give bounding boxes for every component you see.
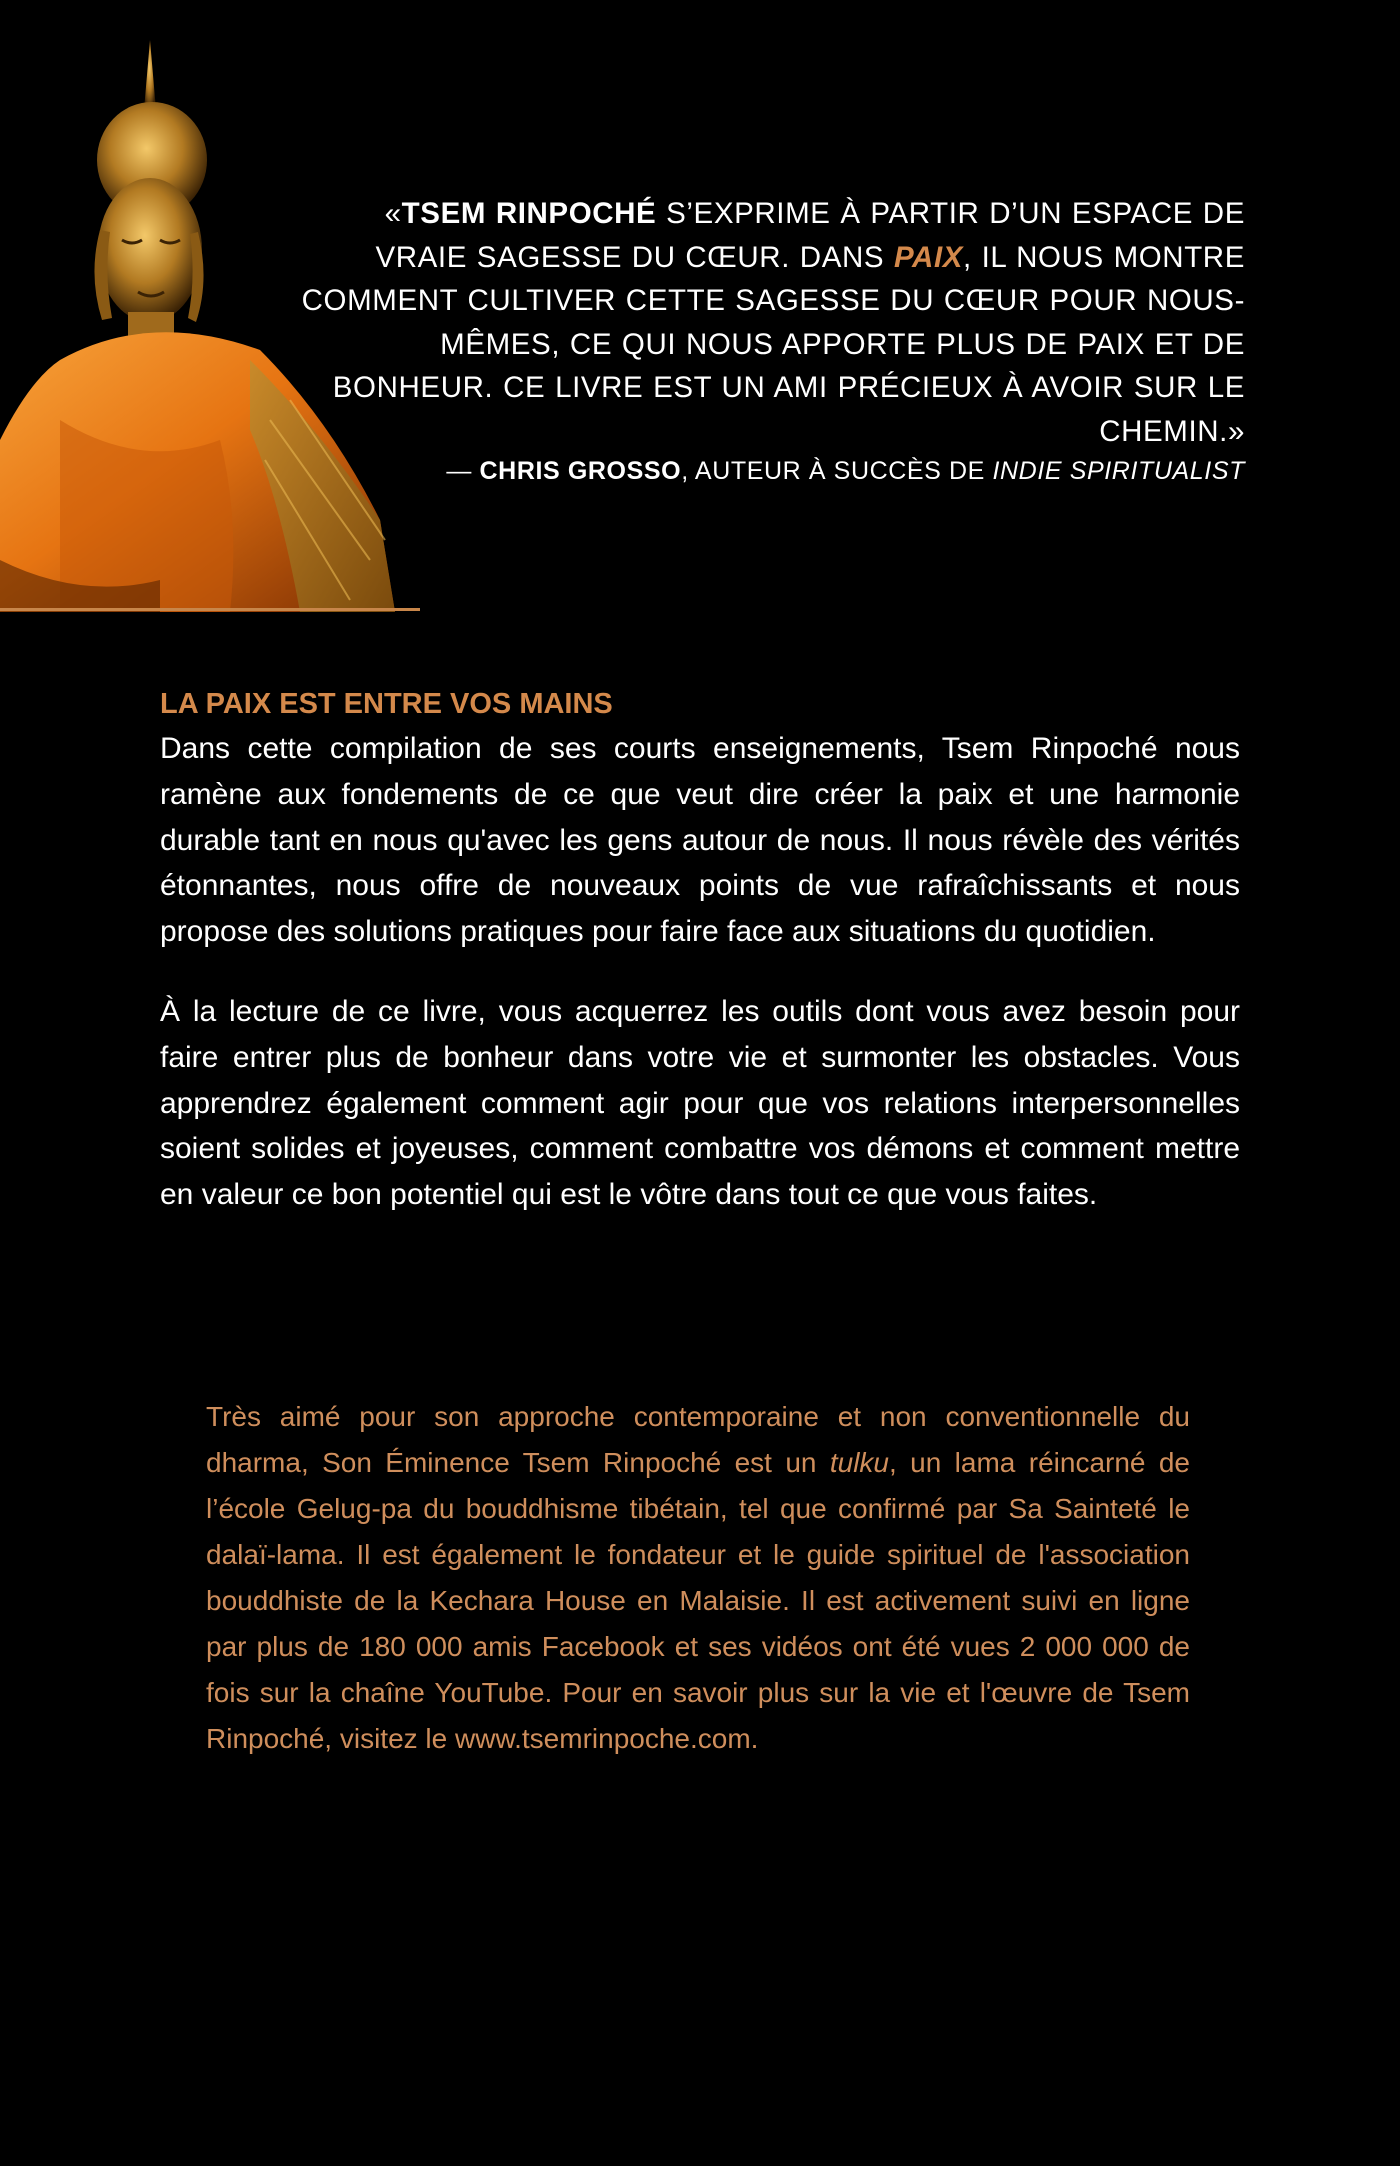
attribution-dash: — (446, 457, 480, 485)
bio-part2: , un lama réincarné de l’école Gelug-pa du bouddhisme tibétain, tel que confirmé par Sa Sainteté le dalaï-lama. Il est également le fondateur et le guide spirituel de l'association bouddhiste de la Kechara House en Malaisie. Il est activement suivi en ligne par plus de 180 000 amis Facebook et ses vidéos ont été vues 2 000 000 de fois sur la chaîne YouTube. Pour en savoir plus sur la vie et l'œuvre de Tsem Rinpoché, visitez le www.tsemrinpoche.com. (206, 1447, 1190, 1754)
attribution-book: INDIE SPIRITUALIST (992, 457, 1245, 485)
quote-book-title: PAIX (893, 240, 964, 274)
quote-author-name: TSEM RINPOCHÉ (401, 197, 657, 230)
quote-text-part2: , IL NOUS MONTRE COMMENT CULTIVER CETTE SAGESSE DU CŒUR POUR NOUS-MÊMES, CE QUI NOUS APPORTE PLUS DE PAIX ET DE BONHEUR. CE LIVRE EST UN AMI PRÉCIEUX À AVOIR SUR LE CHEMIN. (301, 240, 1245, 448)
quote-close-mark: » (1227, 414, 1245, 448)
section-heading: LA PAIX EST ENTRE VOS MAINS (160, 688, 613, 720)
endorsement-quote (300, 192, 1245, 453)
book-description (160, 684, 1240, 1218)
decorative-rule (0, 608, 420, 611)
attribution-name: CHRIS GROSSO (479, 457, 682, 485)
quote-open-mark: « (384, 197, 402, 230)
quote-text-part1: S’EXPRIME À PARTIR D’UN ESPACE DE VRAIE SAGESSE DU CŒUR. DANS (375, 197, 1245, 274)
author-bio (206, 1394, 1190, 1762)
bio-tulku: tulku (829, 1447, 890, 1478)
description-paragraph-2: À la lecture de ce livre, vous acquerrez les outils dont vous avez besoin pour faire entrer plus de bonheur dans votre vie et surmonter les obstacles. Vous apprendrez également comment agir pour que vos relations interpersonnelles soient solides et joyeuses, comment combattre vos démons et comment mettre en valeur ce bon potentiel qui est le vôtre dans tout ce que vous faites. (160, 994, 1240, 1212)
description-paragraph-1: Dans cette compilation de ses courts enseignements, Tsem Rinpoché nous ramène aux fondements de ce que veut dire créer la paix et une harmonie durable tant en nous qu'avec les gens autour de nous. Il nous révèle des vérités étonnantes, nous offre de nouveaux points de vue rafraîchissants et nous propose des solutions pratiques pour faire face aux situations du quotidien. (160, 732, 1240, 949)
bio-part1: Très aimé pour son approche contemporaine et non conventionnelle du dharma, Son Éminence Tsem Rinpoché est un (206, 1401, 1190, 1478)
attribution-role: , AUTEUR À SUCCÈS DE (681, 457, 993, 485)
quote-attribution (300, 454, 1245, 488)
